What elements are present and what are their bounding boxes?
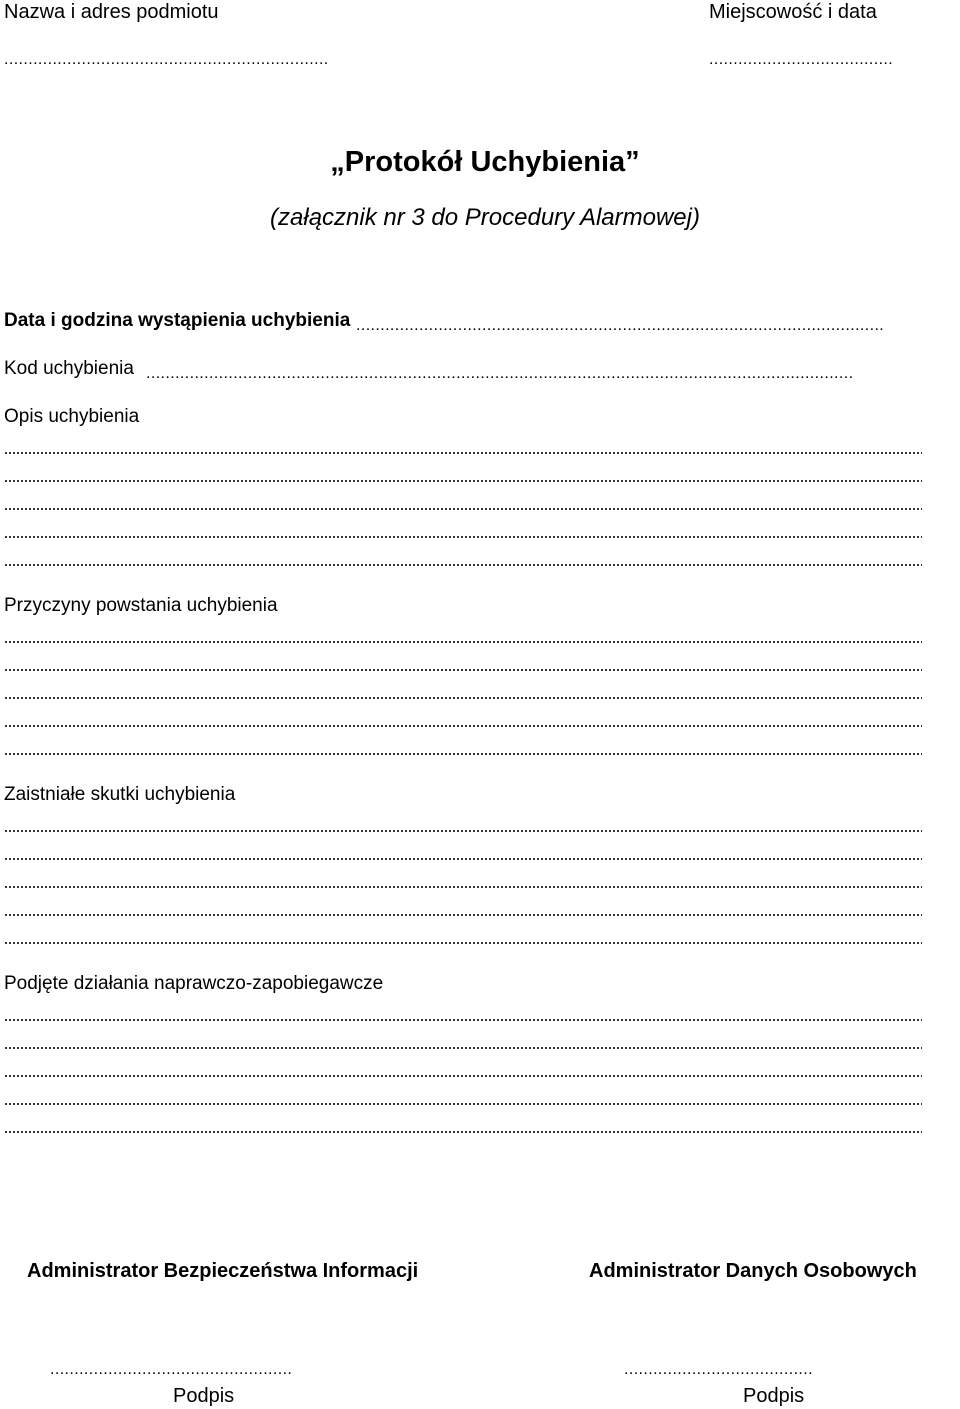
datetime-dots[interactable]: ............................................................................................................. (356, 318, 885, 334)
code-label: Kod uchybienia (4, 358, 134, 379)
abi-role-label: Administrator Bezpieczeństwa Informacji (27, 1260, 419, 1282)
actions-label: Podjęte działania naprawczo-zapobiegawcze (4, 973, 384, 994)
page-subtitle: (załącznik nr 3 do Procedury Alarmowej) (270, 204, 700, 231)
code-dots[interactable]: .................................................................................................................................................. (146, 366, 854, 382)
actions-line[interactable] (4, 1047, 922, 1049)
datetime-label: Data i godzina wystąpienia uchybienia (4, 310, 351, 331)
ado-role-label: Administrator Danych Osobowych (589, 1260, 917, 1282)
description-line[interactable] (4, 564, 922, 566)
actions-line[interactable] (4, 1131, 922, 1133)
effects-line[interactable] (4, 914, 922, 916)
actions-line[interactable] (4, 1103, 922, 1105)
causes-line[interactable] (4, 641, 922, 643)
effects-line[interactable] (4, 942, 922, 944)
description-line[interactable] (4, 508, 922, 510)
causes-line[interactable] (4, 697, 922, 699)
place-date-dots[interactable]: ...................................... (709, 52, 894, 68)
causes-label: Przyczyny powstania uchybienia (4, 595, 278, 616)
causes-line[interactable] (4, 669, 922, 671)
description-line[interactable] (4, 480, 922, 482)
description-line[interactable] (4, 536, 922, 538)
page-title: „Protokół Uchybienia” (330, 146, 640, 178)
place-date-label: Miejscowość i data (709, 1, 877, 23)
entity-name-address-dots[interactable]: ................................................................... (4, 52, 329, 68)
description-label: Opis uchybienia (4, 406, 140, 427)
causes-line[interactable] (4, 753, 922, 755)
actions-line[interactable] (4, 1019, 922, 1021)
entity-name-address-label: Nazwa i adres podmiotu (4, 1, 219, 23)
ado-signature-dots[interactable]: ....................................... (624, 1362, 813, 1378)
effects-line[interactable] (4, 886, 922, 888)
abi-signature-caption: Podpis (173, 1385, 235, 1407)
effects-line[interactable] (4, 858, 922, 860)
abi-signature-dots[interactable]: .................................................. (50, 1362, 293, 1378)
causes-line[interactable] (4, 725, 922, 727)
ado-signature-caption: Podpis (743, 1385, 805, 1407)
effects-line[interactable] (4, 830, 922, 832)
description-line[interactable] (4, 452, 922, 454)
actions-line[interactable] (4, 1075, 922, 1077)
effects-label: Zaistniałe skutki uchybienia (4, 784, 236, 805)
